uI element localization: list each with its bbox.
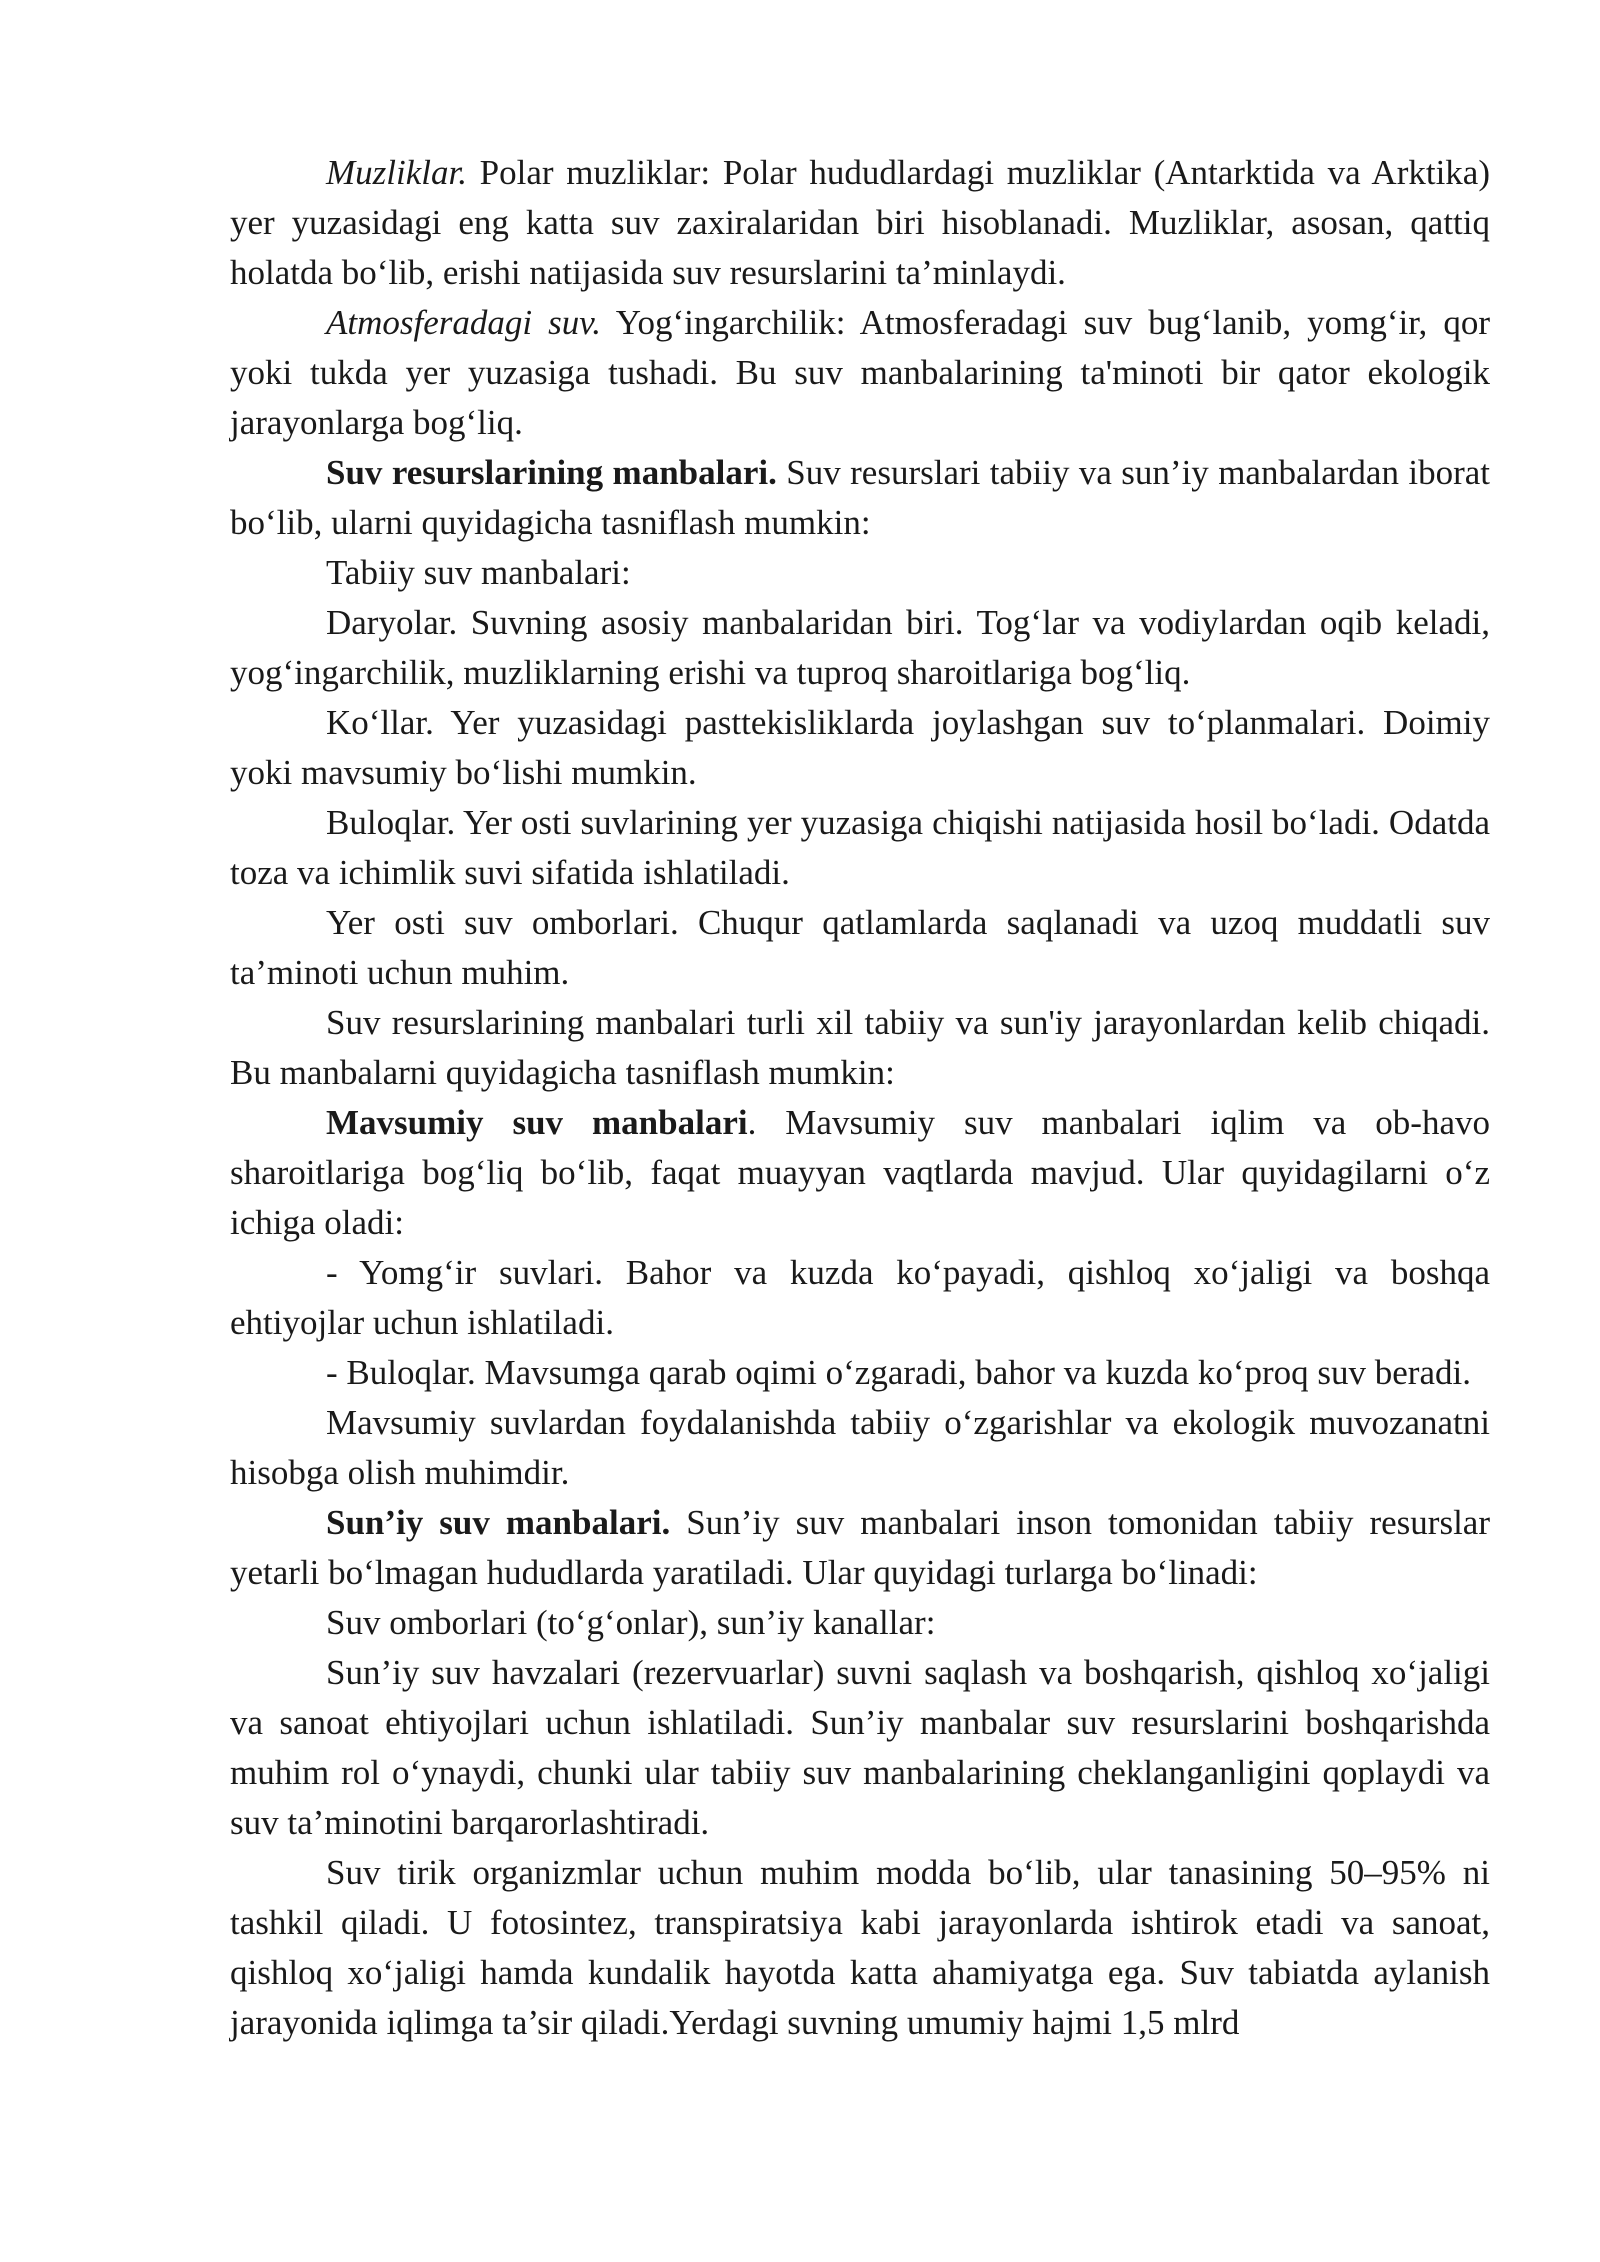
paragraph-atmosferadagi-suv: [230, 298, 1490, 448]
paragraph-text: Suv omborlari (to‘g‘onlar), sun’iy kanallar:: [326, 1603, 936, 1642]
paragraph-buloqlar: [230, 798, 1490, 898]
paragraph-daryolar: [230, 598, 1490, 698]
paragraph-kollar: [230, 698, 1490, 798]
paragraph-suv-omborlari: [230, 1598, 1490, 1648]
paragraph-text: Yer osti suv omborlari. Chuqur qatlamlarda saqlanadi va uzoq muddatli suv ta’minoti uchun muhim.: [230, 903, 1490, 992]
paragraph-heading: Mavsumiy suv manbalari: [326, 1103, 748, 1142]
paragraph-lead: Muzliklar.: [326, 153, 467, 192]
paragraph-manbalar-tasnifi: [230, 998, 1490, 1098]
paragraph-text: Buloqlar. Yer osti suvlarining yer yuzasiga chiqishi natijasida hosil bo‘ladi. Odatda toza va ichimlik suvi sifatida ishlatiladi.: [230, 803, 1490, 892]
paragraph-mavsumiy-suv: [230, 1098, 1490, 1248]
paragraph-ekologik-muvozanat: [230, 1398, 1490, 1498]
paragraph-text: Mavsumiy suvlardan foydalanishda tabiiy o‘zgarishlar va ekologik muvozanatni hisobga olish muhimdir.: [230, 1403, 1490, 1492]
paragraph-suniy-havzalar: [230, 1648, 1490, 1848]
paragraph-text: Sun’iy suv manbalari inson tomonidan tabiiy resurslar yetarli bo‘lmagan hududlarda yaratiladi. Ular quyidagi turlarga bo‘linadi:: [230, 1503, 1490, 1592]
paragraph-text: Suv tirik organizmlar uchun muhim modda bo‘lib, ular tanasining 50–95% ni tashkil qiladi. U fotosintez, transpiratsiya kabi jarayonlarda ishtirok etadi va sanoat, qishloq xo‘jaligi hamda kundalik hayotda katta ahamiyatga ega. Suv tabiatda aylanish jarayonida iqlimga ta’sir qiladi.Yerdagi suvning umumiy hajmi 1,5 mlrd: [230, 1853, 1490, 2042]
paragraph-buloqlar-mavsumiy: [230, 1348, 1490, 1398]
paragraph-text: - Yomg‘ir suvlari. Bahor va kuzda ko‘payadi, qishloq xo‘jaligi va boshqa ehtiyojlar uchun ishlatiladi.: [230, 1253, 1490, 1342]
paragraph-suv-resurslari-manbalari: [230, 448, 1490, 548]
paragraph-text: Yog‘ingarchilik: Atmosferadagi suv bug‘lanib, yomg‘ir, qor yoki tukda yer yuzasiga tushadi. Bu suv manbalarining ta'minoti bir qator ekologik jarayonlarga bog‘liq.: [230, 303, 1490, 442]
paragraph-lead: Atmosferadagi suv.: [326, 303, 601, 342]
paragraph-text: Polar muzliklar: Polar hududlardagi muzliklar (Antarktida va Arktika) yer yuzasidagi eng katta suv zaxiralaridan biri hisoblanadi. Muzliklar, asosan, qattiq holatda bo‘lib, erishi natijasida suv resurslarini ta’minlaydi.: [230, 153, 1490, 292]
paragraph-muzliklar: [230, 148, 1490, 298]
paragraph-text: Suv resurslari tabiiy va sun’iy manbalardan iborat bo‘lib, ularni quyidagicha tasniflash mumkin:: [230, 453, 1490, 542]
paragraph-heading: Sun’iy suv manbalari.: [326, 1503, 671, 1542]
paragraph-text: Ko‘llar. Yer yuzasidagi pasttekisliklarda joylashgan suv to‘planmalari. Doimiy yoki mavsumiy bo‘lishi mumkin.: [230, 703, 1490, 792]
document-page: [230, 148, 1490, 2048]
paragraph-yomgir-suvlari: [230, 1248, 1490, 1348]
paragraph-heading: Suv resurslarining manbalari.: [326, 453, 777, 492]
paragraph-tabiiy-suv: [230, 548, 1490, 598]
paragraph-text: . Mavsumiy suv manbalari iqlim va ob-havo sharoitlariga bog‘liq bo‘lib, faqat muayyan vaqtlarda mavjud. Ular quyidagilarni o‘z ichiga oladi:: [230, 1103, 1490, 1242]
paragraph-text: Suv resurslarining manbalari turli xil tabiiy va sun'iy jarayonlardan kelib chiqadi. Bu manbalarni quyidagicha tasniflash mumkin:: [230, 1003, 1490, 1092]
paragraph-text: Daryolar. Suvning asosiy manbalaridan biri. Tog‘lar va vodiylardan oqib keladi, yog‘ingarchilik, muzliklarning erishi va tuproq sharoitlariga bog‘liq.: [230, 603, 1490, 692]
paragraph-suv-tirik-organizmlar: [230, 1848, 1490, 2048]
paragraph-yer-osti: [230, 898, 1490, 998]
paragraph-text: - Buloqlar. Mavsumga qarab oqimi o‘zgaradi, bahor va kuzda ko‘proq suv beradi.: [326, 1353, 1471, 1392]
paragraph-text: Tabiiy suv manbalari:: [326, 553, 631, 592]
paragraph-text: Sun’iy suv havzalari (rezervuarlar) suvni saqlash va boshqarish, qishloq xo‘jaligi va sanoat ehtiyojlari uchun ishlatiladi. Sun’iy manbalar suv resurslarini boshqarishda muhim rol o‘ynaydi, chunki ular tabiiy suv manbalarining cheklanganligini qoplaydi va suv ta’minotini barqarorlashtiradi.: [230, 1653, 1490, 1842]
paragraph-suniy-suv: [230, 1498, 1490, 1598]
